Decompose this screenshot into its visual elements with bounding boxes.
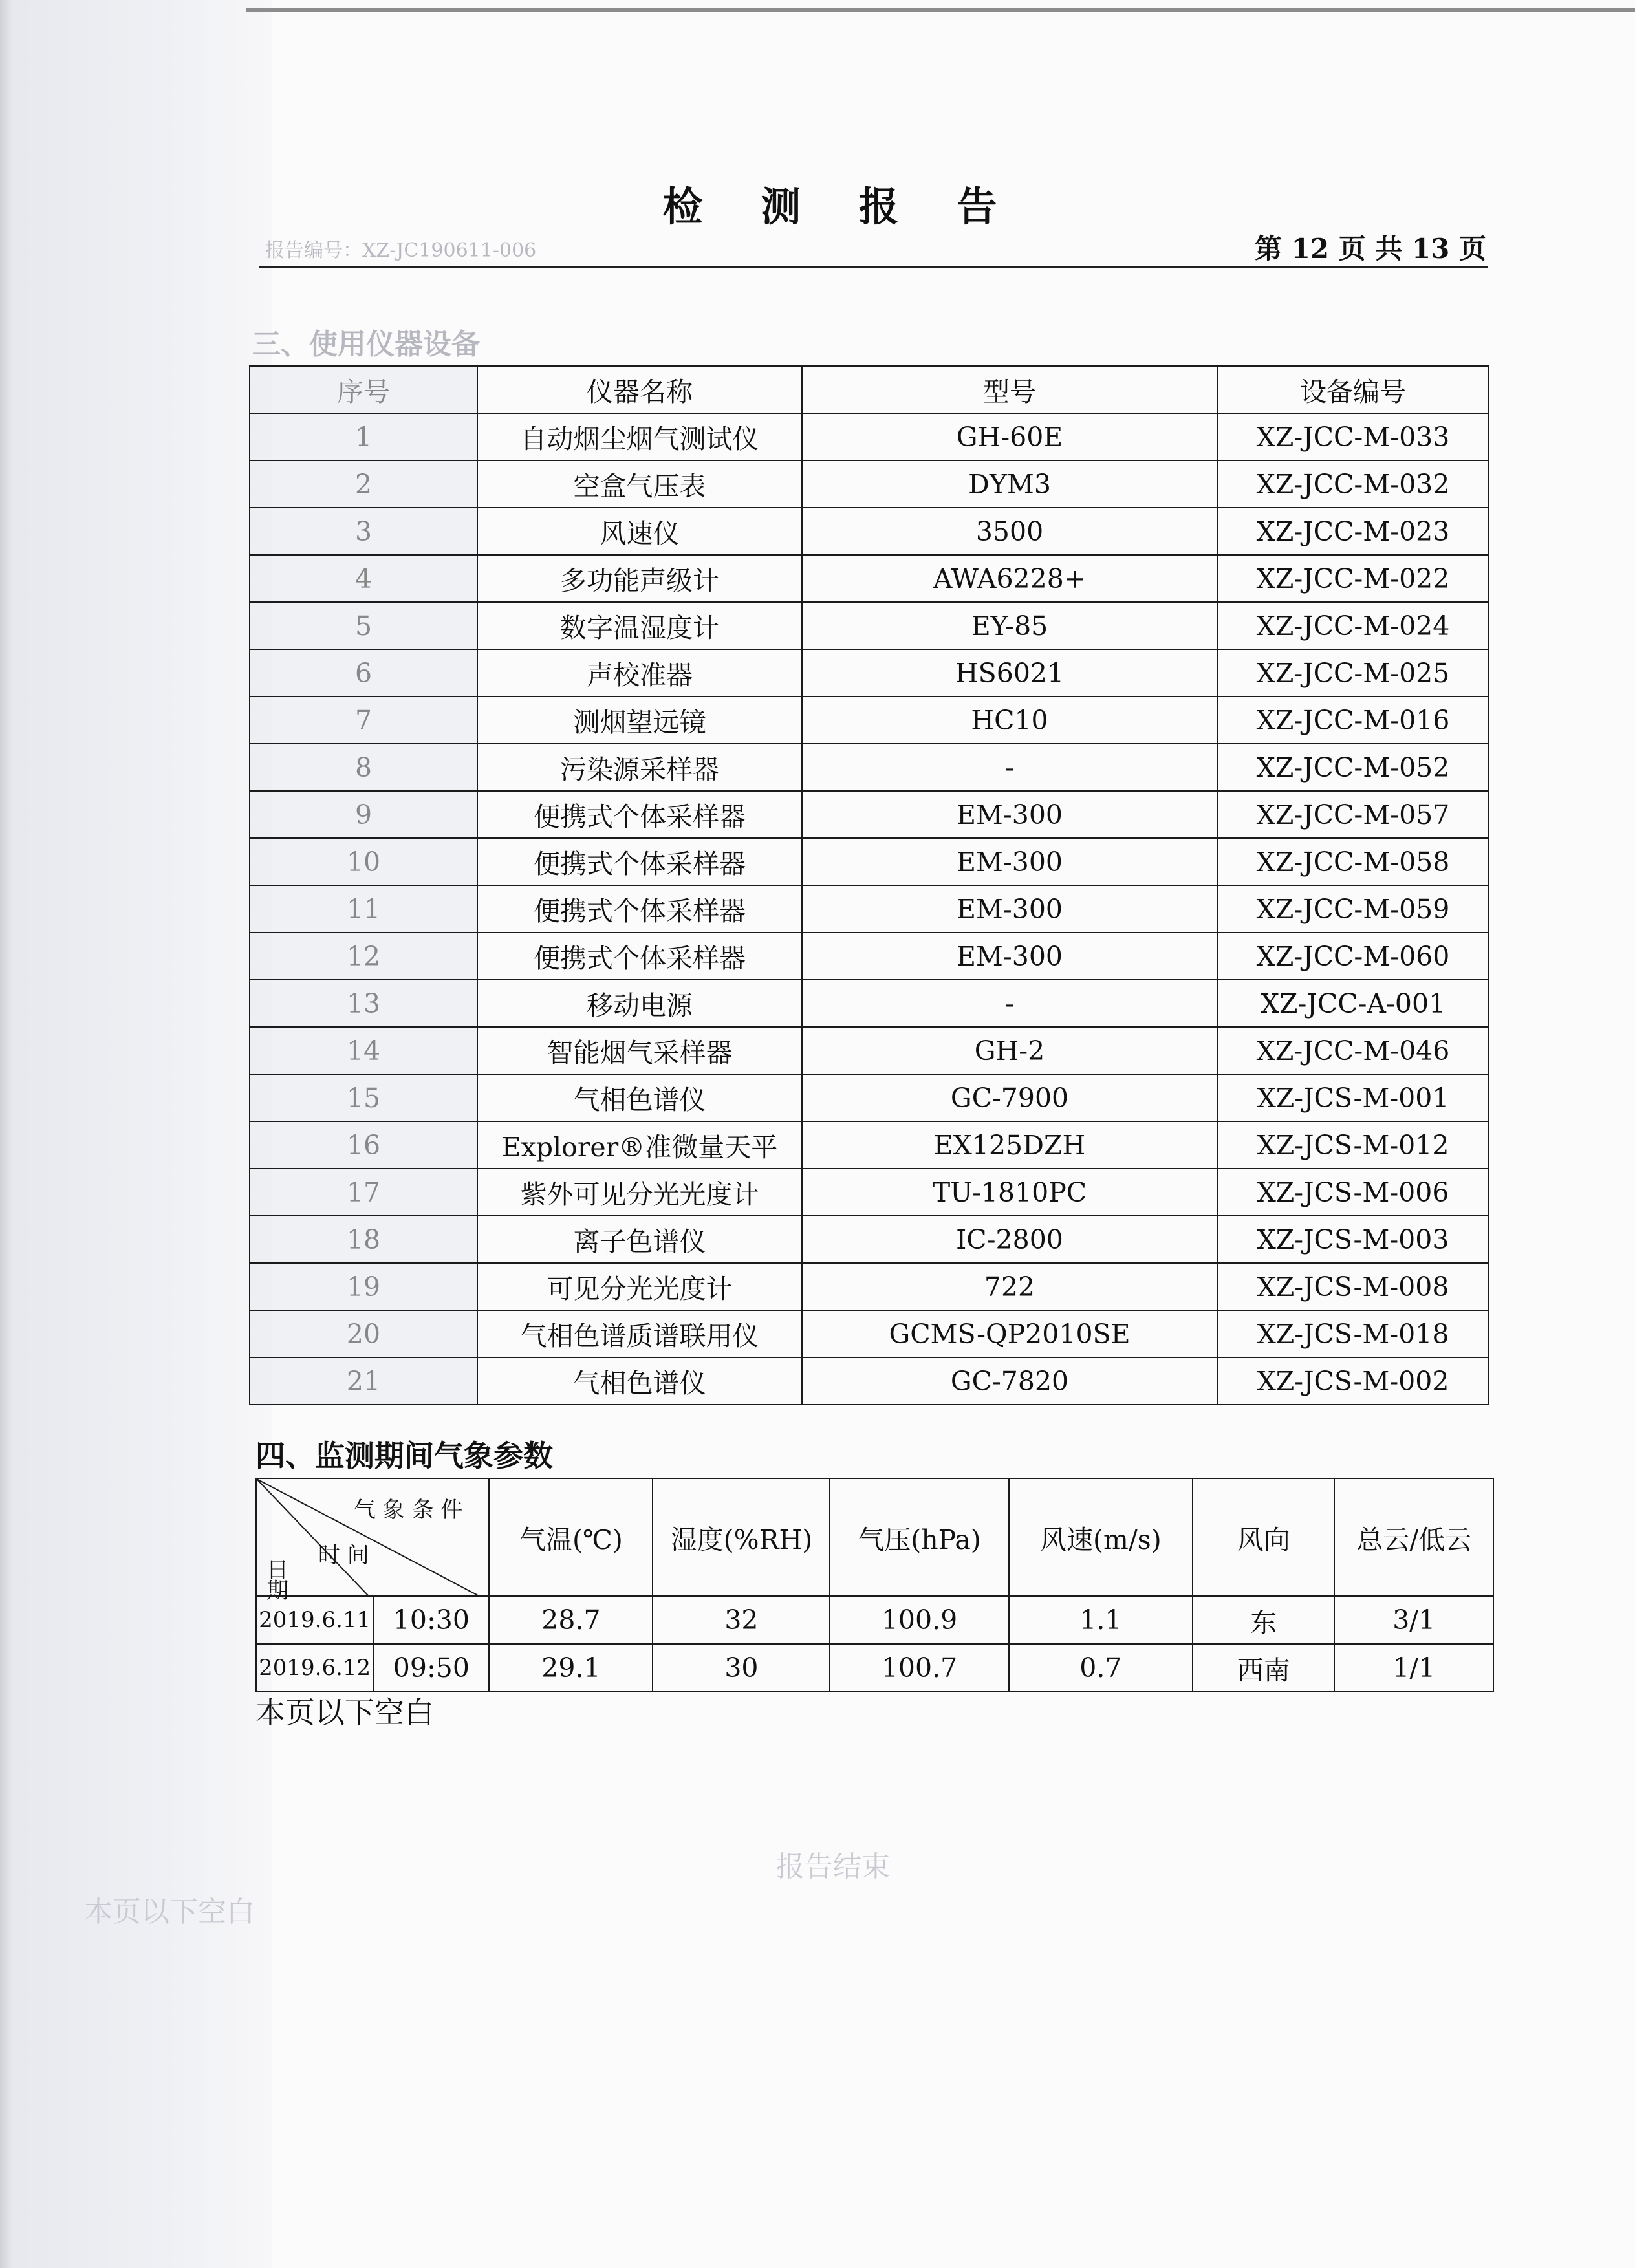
time: 10:30 [373,1596,489,1644]
column-header: 序号 [250,366,477,413]
model: EY-85 [802,602,1217,649]
model: GC-7820 [802,1357,1217,1405]
row-index: 19 [250,1263,477,1310]
header-rule [259,266,1488,268]
row-index: 11 [250,885,477,933]
model: TU-1810PC [802,1169,1217,1216]
model: EM-300 [802,933,1217,980]
table-row [250,508,1489,555]
device-id: XZ-JCC-M-032 [1217,460,1489,508]
row-index: 6 [250,649,477,697]
device-id: XZ-JCC-M-025 [1217,649,1489,697]
instrument-name: 多功能声级计 [477,555,802,602]
instrument-name: 便携式个体采样器 [477,885,802,933]
row-index: 10 [250,838,477,885]
column-header: 风速(m/s) [1009,1478,1193,1596]
model: DYM3 [802,460,1217,508]
table-row [250,933,1489,980]
page-indicator: 第 12 页 共 13 页 [1254,233,1486,265]
column-header: 气压(hPa) [830,1478,1008,1596]
device-id: XZ-JCC-M-022 [1217,555,1489,602]
model: EM-300 [802,838,1217,885]
section-title-equipment: 三、使用仪器设备 [252,328,480,361]
device-id: XZ-JCC-M-046 [1217,1027,1489,1074]
report-title: 检 测 报 告 [662,183,1019,230]
row-index: 3 [250,508,477,555]
column-header: 设备编号 [1217,366,1489,413]
table-row [250,460,1489,508]
scan-top-border [246,8,1635,12]
diag-label-time: 时 间 [318,1542,369,1568]
diagonal-header-cell [256,1478,489,1604]
device-id: XZ-JCC-M-033 [1217,413,1489,460]
report-number: 报告编号：XZ-JC190611-006 [265,239,537,262]
instrument-name: 可见分光光度计 [477,1263,802,1310]
row-index: 8 [250,744,477,791]
table-row [250,1121,1489,1169]
row-index: 20 [250,1310,477,1357]
cloud-cover: 3/1 [1334,1596,1493,1644]
table-header-row [256,1478,1493,1596]
instrument-name: 声校准器 [477,649,802,697]
device-id: XZ-JCC-M-023 [1217,508,1489,555]
temperature: 29.1 [489,1644,653,1692]
row-index: 7 [250,697,477,744]
device-id: XZ-JCS-M-008 [1217,1263,1489,1310]
humidity: 30 [653,1644,830,1692]
device-id: XZ-JCS-M-002 [1217,1357,1489,1405]
table-row [250,1310,1489,1357]
row-index: 5 [250,602,477,649]
column-header: 型号 [802,366,1217,413]
instrument-name: 便携式个体采样器 [477,791,802,838]
instrument-name: 自动烟尘烟气测试仪 [477,413,802,460]
table-header-row [250,366,1489,413]
table-row [250,1357,1489,1405]
device-id: XZ-JCC-M-016 [1217,697,1489,744]
device-id: XZ-JCS-M-018 [1217,1310,1489,1357]
instrument-name: 便携式个体采样器 [477,933,802,980]
instrument-name: 污染源采样器 [477,744,802,791]
instrument-name: 气相色谱仪 [477,1357,802,1405]
wind-direction: 西南 [1193,1644,1334,1692]
row-index: 9 [250,791,477,838]
row-index: 1 [250,413,477,460]
model: AWA6228+ [802,555,1217,602]
table-row [250,555,1489,602]
model: GH-60E [802,413,1217,460]
wind-speed: 0.7 [1009,1644,1193,1692]
instrument-name: 数字温湿度计 [477,602,802,649]
table-row [250,885,1489,933]
table-row [250,413,1489,460]
section-title-weather: 四、监测期间气象参数 [255,1438,553,1473]
pressure: 100.9 [830,1596,1008,1644]
column-header: 仪器名称 [477,366,802,413]
instrument-name: 紫外可见分光光度计 [477,1169,802,1216]
device-id: XZ-JCC-M-057 [1217,791,1489,838]
table-row [250,791,1489,838]
model: HS6021 [802,649,1217,697]
left-page-note: 本页以下空白 [84,1895,255,1928]
row-index: 4 [250,555,477,602]
equipment-table [249,365,1489,1405]
wind-speed: 1.1 [1009,1596,1193,1644]
device-id: XZ-JCC-M-052 [1217,744,1489,791]
table-row [250,1169,1489,1216]
row-index: 13 [250,980,477,1027]
bleed-through-text: 报告结束 [776,1850,890,1883]
row-index: 18 [250,1216,477,1263]
row-index: 15 [250,1074,477,1121]
footer-note: 本页以下空白 [255,1695,434,1730]
model: - [802,744,1217,791]
device-id: XZ-JCS-M-003 [1217,1216,1489,1263]
instrument-name: 测烟望远镜 [477,697,802,744]
instrument-name: 空盒气压表 [477,460,802,508]
row-index: 2 [250,460,477,508]
instrument-name: 智能烟气采样器 [477,1027,802,1074]
model: 3500 [802,508,1217,555]
device-id: XZ-JCC-M-060 [1217,933,1489,980]
diag-label-condition: 气 象 条 件 [354,1497,463,1523]
table-row [250,649,1489,697]
date: 2019.6.11 [256,1596,373,1644]
model: EX125DZH [802,1121,1217,1169]
instrument-name: Explorer®准微量天平 [477,1121,802,1169]
instrument-name: 气相色谱质谱联用仪 [477,1310,802,1357]
humidity: 32 [653,1596,830,1644]
instrument-name: 离子色谱仪 [477,1216,802,1263]
column-header: 风向 [1193,1478,1334,1596]
left-page-edge [0,0,12,2268]
pressure: 100.7 [830,1644,1008,1692]
row-index: 12 [250,933,477,980]
row-index: 21 [250,1357,477,1405]
device-id: XZ-JCS-M-012 [1217,1121,1489,1169]
instrument-name: 风速仪 [477,508,802,555]
table-row [256,1596,1493,1644]
table-row [250,1263,1489,1310]
model: HC10 [802,697,1217,744]
table-row [250,1027,1489,1074]
diag-label-date: 日 期 [266,1557,288,1604]
weather-table [255,1478,1494,1692]
column-header: 气温(℃) [489,1478,653,1596]
date: 2019.6.12 [256,1644,373,1692]
table-row [250,980,1489,1027]
model: GCMS-QP2010SE [802,1310,1217,1357]
row-index: 14 [250,1027,477,1074]
model: GC-7900 [802,1074,1217,1121]
instrument-name: 移动电源 [477,980,802,1027]
model: - [802,980,1217,1027]
column-header: 湿度(%RH) [653,1478,830,1596]
device-id: XZ-JCC-M-024 [1217,602,1489,649]
table-row [250,838,1489,885]
table-row [250,1216,1489,1263]
instrument-name: 气相色谱仪 [477,1074,802,1121]
table-row [256,1644,1493,1692]
cloud-cover: 1/1 [1334,1644,1493,1692]
model: 722 [802,1263,1217,1310]
device-id: XZ-JCC-A-001 [1217,980,1489,1027]
model: EM-300 [802,791,1217,838]
table-row [250,697,1489,744]
device-id: XZ-JCC-M-059 [1217,885,1489,933]
device-id: XZ-JCS-M-006 [1217,1169,1489,1216]
table-row [250,602,1489,649]
model: EM-300 [802,885,1217,933]
instrument-name: 便携式个体采样器 [477,838,802,885]
time: 09:50 [373,1644,489,1692]
row-index: 17 [250,1169,477,1216]
column-header: 总云/低云 [1334,1478,1493,1596]
table-row [250,1074,1489,1121]
model: IC-2800 [802,1216,1217,1263]
row-index: 16 [250,1121,477,1169]
device-id: XZ-JCS-M-001 [1217,1074,1489,1121]
table-row [250,744,1489,791]
temperature: 28.7 [489,1596,653,1644]
device-id: XZ-JCC-M-058 [1217,838,1489,885]
model: GH-2 [802,1027,1217,1074]
wind-direction: 东 [1193,1596,1334,1644]
